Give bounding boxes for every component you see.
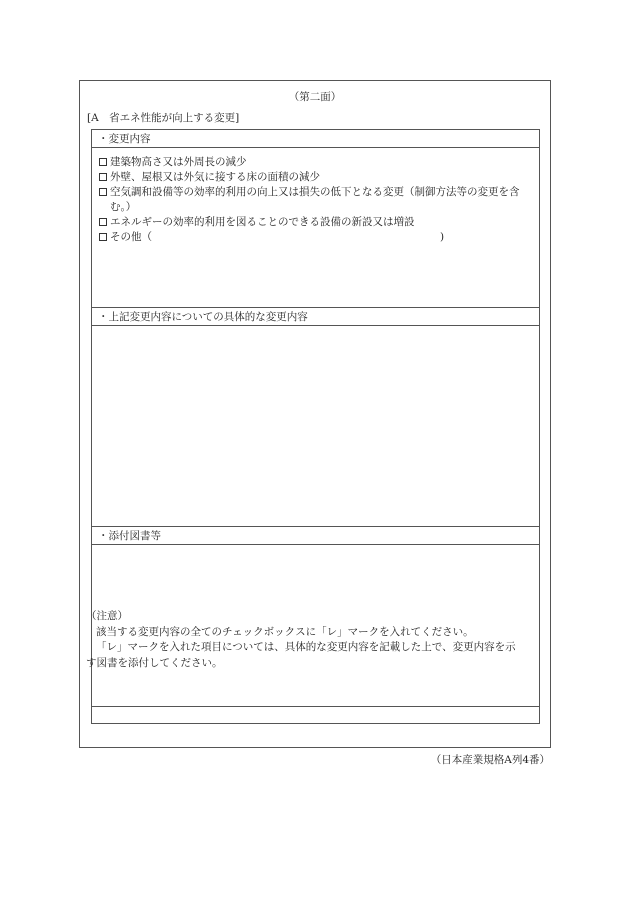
option-label: 外壁、屋根又は外気に接する床の面積の減少	[110, 171, 320, 183]
specific-content-field[interactable]	[92, 327, 539, 526]
checkbox-energy-equipment[interactable]	[99, 218, 107, 226]
notes-section	[86, 609, 521, 671]
notes-heading: （注意）	[86, 610, 128, 622]
option-label: 空気調和設備等の効率的利用の向上又は損失の低下となる変更（制御方法等の変更を含む。）	[110, 186, 520, 213]
page-head: （第二面）	[288, 91, 342, 103]
checkbox-other[interactable]	[99, 233, 107, 241]
notes-line-1: 該当する変更内容の全てのチェックボックスに「レ」マークを入れてください。	[96, 625, 474, 638]
option-other	[99, 230, 531, 245]
option-label: その他（	[110, 231, 152, 243]
option-energy-equipment	[99, 215, 531, 230]
change-content-label: ・変更内容	[92, 130, 539, 148]
option-label: エネルギーの効率的利用を図ることのできる設備の新設又は増設	[110, 216, 415, 228]
option-label: 建築物高さ又は外周長の減少	[110, 156, 247, 168]
form-frame	[79, 80, 551, 748]
change-options-list	[99, 155, 531, 245]
notes-line-2: 「レ」マークを入れた項目については、具体的な変更内容を記載した上で、変更内容を示す図書を添付してください。	[86, 641, 516, 669]
option-hvac-efficiency	[99, 185, 531, 215]
specific-content-label: ・上記変更内容についての具体的な変更内容	[92, 308, 539, 326]
divider	[92, 706, 539, 707]
section-title: [A 省エネ性能が向上する変更]	[87, 112, 240, 124]
page-footer: （日本産業規格A列4番）	[430, 754, 550, 766]
attachments-label: ・添付図書等	[92, 527, 539, 545]
checkbox-wall-roof-floor[interactable]	[99, 173, 107, 181]
option-wall-roof-floor	[99, 170, 531, 185]
checkbox-hvac-efficiency[interactable]	[99, 188, 107, 196]
checkbox-height-perimeter[interactable]	[99, 158, 107, 166]
other-close-paren: )	[440, 231, 445, 243]
option-height-perimeter	[99, 155, 531, 170]
